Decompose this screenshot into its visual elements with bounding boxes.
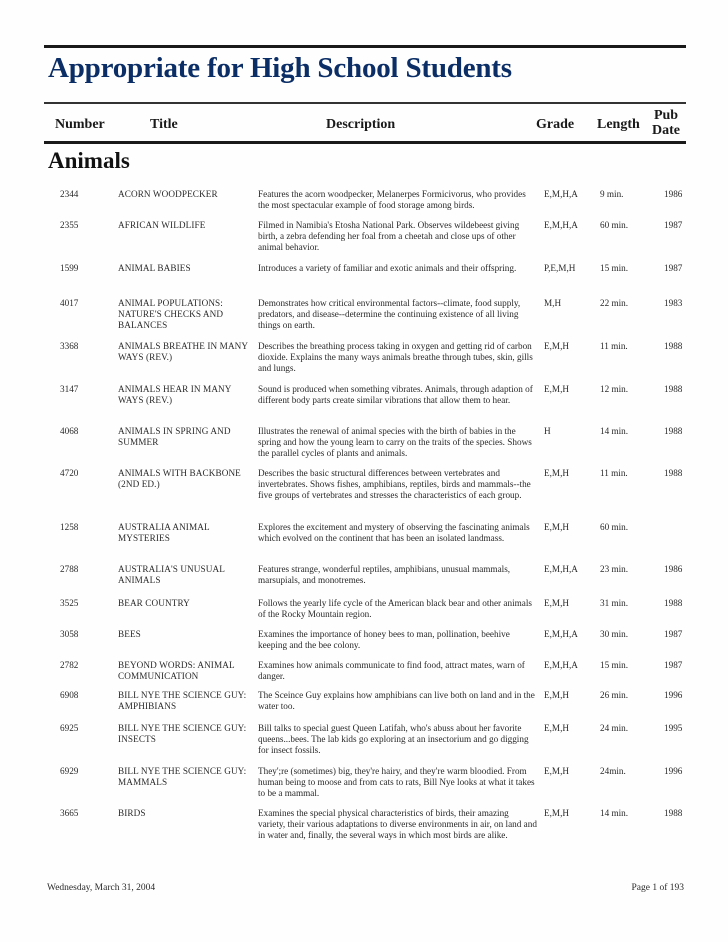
- row-length: 31 min.: [600, 598, 629, 608]
- row-title: BEES: [118, 629, 141, 639]
- row-grade: E,M,H,A: [544, 629, 578, 639]
- row-number: 2782: [60, 660, 79, 670]
- header-length: Length: [597, 117, 640, 132]
- row-number: 4720: [60, 468, 79, 478]
- table-row: [44, 690, 686, 723]
- row-description: Introduces a variety of familiar and exotic animals and their offspring.: [258, 263, 517, 273]
- row-length: 15 min.: [600, 263, 629, 273]
- row-pub-date: 1988: [664, 598, 683, 608]
- row-title: ANIMALS BREATHE IN MANY WAYS (REV.): [118, 341, 248, 362]
- header-rule: [44, 141, 686, 144]
- header-description: Description: [326, 117, 396, 132]
- row-grade: E,M,H: [544, 522, 570, 532]
- row-length: 14 min.: [600, 426, 629, 436]
- row-description: Bill talks to special guest Queen Latifah, who's abuss about her favorite queens...bees. The lab kids go exploring at an insectorium and go digging for insect fossils.: [258, 723, 529, 755]
- table-row: [44, 564, 686, 598]
- row-description: Describes the breathing process taking in oxygen and getting rid of carbon dioxide. Explains the many ways animals breathe through tubes, skin, gills and lungs.: [258, 341, 533, 373]
- table-row: [44, 426, 686, 468]
- header-pub-line1: Pub: [653, 108, 679, 123]
- table-row: [44, 384, 686, 426]
- row-pub-date: 1987: [664, 263, 683, 273]
- row-grade: P,E,M,H: [544, 263, 576, 273]
- row-number: 3368: [60, 341, 79, 351]
- row-title: BILL NYE THE SCIENCE GUY: INSECTS: [118, 723, 247, 744]
- row-title: AFRICAN WILDLIFE: [118, 220, 206, 230]
- row-title: AUSTRALIA ANIMAL MYSTERIES: [118, 522, 210, 543]
- table-row: [44, 263, 686, 298]
- row-description: Examines the importance of honey bees to man, pollination, beehive keeping and the bee colony.: [258, 629, 510, 650]
- row-grade: E,M,H: [544, 468, 570, 478]
- row-title: AUSTRALIA'S UNUSUAL ANIMALS: [118, 564, 225, 585]
- row-length: 14 min.: [600, 808, 629, 818]
- top-rule: [44, 45, 686, 48]
- document-title: Appropriate for High School Students: [48, 52, 512, 84]
- row-number: 3525: [60, 598, 79, 608]
- row-description: Filmed in Namibia's Etosha National Park. Observes wildebeest giving birth, a zebra defending her foal from a cheetah and close ups of other animal behavior.: [258, 220, 520, 252]
- table-row: [44, 341, 686, 384]
- table-row: [44, 298, 686, 341]
- row-description: Describes the basic structural differences between vertebrates and invertebrates. Shows fishes, amphibians, reptiles, birds and mammals--the five groups of vertebrates and stresses the characteristics of each group.: [258, 468, 531, 500]
- row-grade: E,M,H,A: [544, 189, 578, 199]
- row-length: 9 min.: [600, 189, 624, 199]
- header-pub-line2: Date: [652, 123, 680, 138]
- table-row: [44, 522, 686, 564]
- row-title: BILL NYE THE SCIENCE GUY: MAMMALS: [118, 766, 247, 787]
- row-number: 4017: [60, 298, 79, 308]
- row-title: ANIMALS IN SPRING AND SUMMER: [118, 426, 231, 447]
- row-length: 12 min.: [600, 384, 629, 394]
- table-header: [44, 106, 686, 140]
- row-description: Follows the yearly life cycle of the American black bear and other animals of the Rocky Mountain region.: [258, 598, 532, 619]
- row-number: 6929: [60, 766, 79, 776]
- row-number: 1258: [60, 522, 79, 532]
- row-number: 4068: [60, 426, 79, 436]
- row-length: 24 min.: [600, 723, 629, 733]
- row-grade: E,M,H,A: [544, 564, 578, 574]
- header-number: Number: [55, 117, 105, 132]
- row-description: Features strange, wonderful reptiles, amphibians, unusual mammals, marsupials, and monotremes.: [258, 564, 511, 585]
- table-row: [44, 629, 686, 660]
- row-pub-date: 1996: [664, 690, 683, 700]
- row-pub-date: 1987: [664, 220, 683, 230]
- row-length: 15 min.: [600, 660, 629, 670]
- row-length: 30 min.: [600, 629, 629, 639]
- row-number: 3147: [60, 384, 79, 394]
- row-pub-date: 1995: [664, 723, 683, 733]
- table-row: [44, 723, 686, 766]
- row-pub-date: 1988: [664, 384, 683, 394]
- row-description: Demonstrates how critical environmental factors--climate, food supply, predators, and disease--determine the continuing existence of all living things on earth.: [258, 298, 521, 330]
- table-body: [44, 189, 686, 856]
- row-title: BIRDS: [118, 808, 146, 818]
- table-row: [44, 220, 686, 263]
- row-pub-date: 1983: [664, 298, 683, 308]
- row-pub-date: 1986: [664, 189, 683, 199]
- section-title: Animals: [48, 148, 130, 173]
- table-row: [44, 468, 686, 522]
- row-title: BILL NYE THE SCIENCE GUY: AMPHIBIANS: [118, 690, 247, 711]
- row-title: ANIMAL POPULATIONS: NATURE'S CHECKS AND BALANCES: [118, 298, 224, 330]
- row-length: 22 min.: [600, 298, 629, 308]
- table-row: [44, 189, 686, 220]
- row-grade: E,M,H: [544, 690, 570, 700]
- row-pub-date: 1986: [664, 564, 683, 574]
- row-number: 6908: [60, 690, 79, 700]
- row-grade: H: [544, 426, 551, 436]
- row-description: Sound is produced when something vibrates. Animals, through adaption of different body parts create similar vibrations that allow them to hear.: [258, 384, 533, 405]
- row-description: They';re (sometimes) big, they're hairy, and they're warm bloodied. From human being to moose and from cats to rats, Bill Nye looks at what it takes to be a mammal.: [258, 766, 535, 798]
- footer-date: Wednesday, March 31, 2004: [47, 883, 156, 893]
- row-title: BEAR COUNTRY: [118, 598, 190, 608]
- table-row: [44, 766, 686, 808]
- row-number: 1599: [60, 263, 79, 273]
- row-title: ACORN WOODPECKER: [118, 189, 218, 199]
- table-row: [44, 808, 686, 856]
- row-pub-date: 1988: [664, 426, 683, 436]
- row-pub-date: 1987: [664, 660, 683, 670]
- row-pub-date: 1996: [664, 766, 683, 776]
- title-rule: [44, 102, 686, 104]
- row-title: ANIMALS HEAR IN MANY WAYS (REV.): [118, 384, 232, 405]
- row-number: 2344: [60, 189, 79, 199]
- row-description: Features the acorn woodpecker, Melanerpes Formicivorus, who provides the most spectacular example of food storage among birds.: [258, 189, 526, 210]
- row-number: 2788: [60, 564, 79, 574]
- row-description: Examines the special physical characteristics of birds, their amazing variety, their various adaptations to diverse environments in air, on land and in water and, finally, the several ways in which most birds are alike.: [258, 808, 537, 840]
- row-number: 6925: [60, 723, 79, 733]
- header-title: Title: [150, 117, 178, 132]
- row-grade: E,M,H: [544, 766, 570, 776]
- footer-page-number: Page 1 of 193: [631, 883, 684, 893]
- row-length: 23 min.: [600, 564, 629, 574]
- row-grade: E,M,H: [544, 808, 570, 818]
- table-row: [44, 598, 686, 629]
- row-grade: E,M,H: [544, 384, 570, 394]
- row-description: The Sceince Guy explains how amphibians can live both on land and in the water too.: [258, 690, 535, 711]
- row-grade: E,M,H,A: [544, 660, 578, 670]
- header-grade: Grade: [536, 117, 575, 132]
- row-title: BEYOND WORDS: ANIMAL COMMUNICATION: [118, 660, 235, 681]
- row-length: 11 min.: [600, 468, 628, 478]
- row-length: 11 min.: [600, 341, 628, 351]
- row-number: 3058: [60, 629, 79, 639]
- row-grade: E,M,H,A: [544, 220, 578, 230]
- row-number: 2355: [60, 220, 79, 230]
- row-number: 3665: [60, 808, 79, 818]
- row-pub-date: 1988: [664, 341, 683, 351]
- row-pub-date: 1987: [664, 629, 683, 639]
- row-description: Explores the excitement and mystery of observing the fascinating animals which evolved on the continent that has been an isolated landmass.: [258, 522, 530, 543]
- row-grade: E,M,H: [544, 341, 570, 351]
- row-title: ANIMAL BABIES: [118, 263, 191, 273]
- header-pub-date: [651, 108, 681, 138]
- row-grade: M,H: [544, 298, 562, 308]
- row-length: 26 min.: [600, 690, 629, 700]
- row-pub-date: 1988: [664, 808, 683, 818]
- row-description: Examines how animals communicate to find food, attract mates, warn of danger.: [258, 660, 525, 681]
- row-description: Illustrates the renewal of animal species with the birth of babies in the spring and how the young learn to carry on the traits of the species. Shows the parallel cycles of plants and animals.: [258, 426, 532, 458]
- row-pub-date: 1988: [664, 468, 683, 478]
- row-length: 60 min.: [600, 522, 629, 532]
- row-length: 24min.: [600, 766, 626, 776]
- row-length: 60 min.: [600, 220, 629, 230]
- row-grade: E,M,H: [544, 723, 570, 733]
- table-row: [44, 660, 686, 690]
- row-grade: E,M,H: [544, 598, 570, 608]
- row-title: ANIMALS WITH BACKBONE (2ND ED.): [118, 468, 241, 489]
